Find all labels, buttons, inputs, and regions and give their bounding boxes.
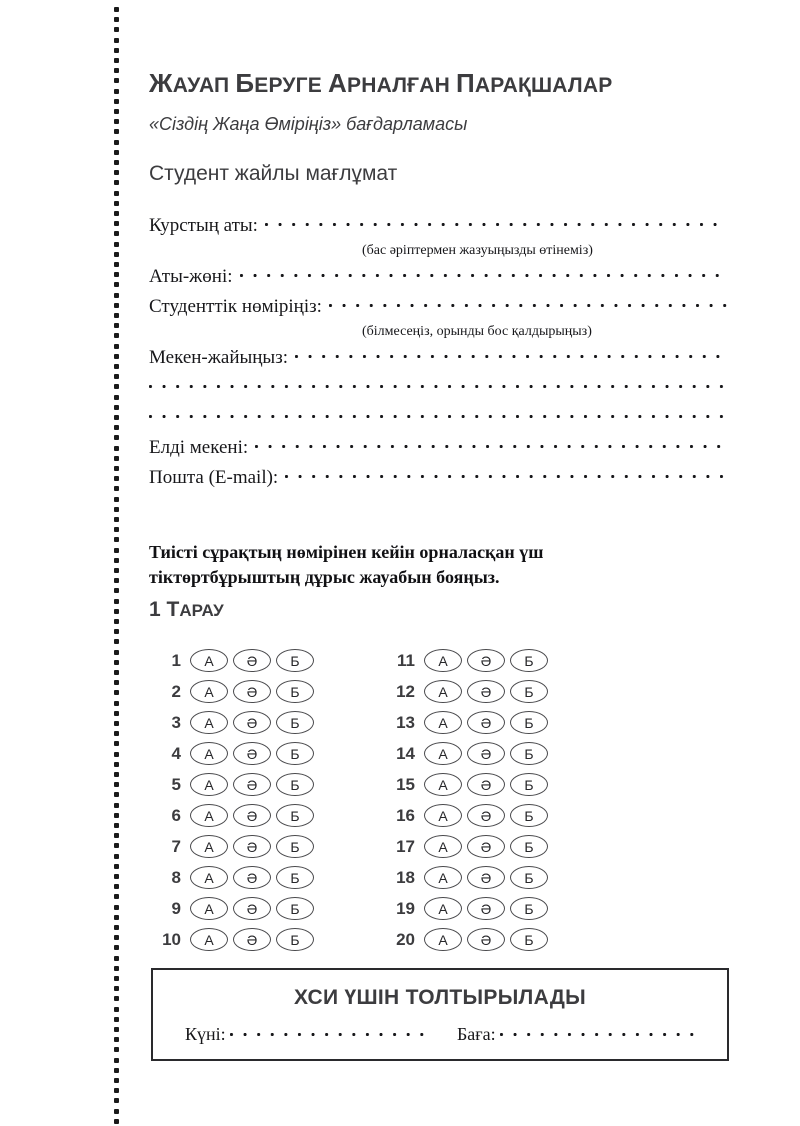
answer-bubble-15-А[interactable]: А	[424, 773, 462, 796]
cut-line-dot	[114, 374, 119, 379]
answer-row	[383, 862, 608, 893]
cut-line-dot	[114, 252, 119, 257]
cut-line-dot	[114, 782, 119, 787]
cut-line-dot	[114, 221, 119, 226]
form-field-dotted-line[interactable]	[265, 212, 727, 231]
answer-row	[149, 831, 374, 862]
answer-bubble-4-Б[interactable]: Б	[276, 742, 314, 765]
page-title-segment: А	[328, 68, 347, 98]
question-number: 5	[171, 774, 181, 794]
page-title-segment: АРАҚШАЛАР	[474, 74, 613, 97]
answer-bubble-10-Ә[interactable]: Ә	[233, 928, 271, 951]
cut-line-dot	[114, 109, 119, 114]
answer-bubble-1-Ә[interactable]: Ә	[233, 649, 271, 672]
office-use-fields	[153, 1022, 727, 1045]
cut-line-dot	[114, 1027, 119, 1032]
question-number: 13	[396, 712, 415, 732]
answer-bubble-10-А[interactable]: А	[190, 928, 228, 951]
cut-line-dot	[114, 925, 119, 930]
cut-line-dot	[114, 884, 119, 889]
cut-line-dot	[114, 242, 119, 247]
cut-line-dot	[114, 364, 119, 369]
cut-line-dot	[114, 272, 119, 277]
answer-row	[383, 645, 608, 676]
answer-bubble-16-Б[interactable]: Б	[510, 804, 548, 827]
answer-bubble-18-Ә[interactable]: Ә	[467, 866, 505, 889]
form-field-hint: (бас әріптермен жазуыңызды өтінеміз)	[362, 243, 593, 258]
cut-line-dot	[114, 864, 119, 869]
cut-line-dot	[114, 1068, 119, 1073]
question-number: 9	[171, 898, 181, 918]
answer-bubble-7-Ә[interactable]: Ә	[233, 835, 271, 858]
question-number: 20	[396, 929, 415, 949]
cut-line-dot	[114, 99, 119, 104]
office-date-label: Күні:	[185, 1024, 226, 1044]
answer-bubble-19-Ә[interactable]: Ә	[467, 897, 505, 920]
answer-bubble-4-А[interactable]: А	[190, 742, 228, 765]
cut-line-dot	[114, 354, 119, 359]
answer-row	[383, 676, 608, 707]
question-number: 4	[171, 743, 181, 763]
answer-bubble-20-А[interactable]: А	[424, 928, 462, 951]
cut-line-dot	[114, 945, 119, 950]
cut-line-dot	[114, 803, 119, 808]
cut-line-dot	[114, 48, 119, 53]
form-field-row	[149, 263, 727, 293]
cut-line-dot	[114, 150, 119, 155]
page-title-segment: АУАП	[172, 74, 236, 97]
cut-line-dotted-margin	[114, 0, 120, 1126]
answer-bubble-5-Б[interactable]: Б	[276, 773, 314, 796]
answer-bubble-11-Ә[interactable]: Ә	[467, 649, 505, 672]
chapter-word: АРАУ	[179, 601, 224, 620]
form-field-label: Мекен-жайыңыз:	[149, 347, 288, 368]
cut-line-dot	[114, 558, 119, 563]
answer-row	[149, 707, 374, 738]
cut-line-dot	[114, 1007, 119, 1012]
question-number: 18	[396, 867, 415, 887]
form-field-label: Елді мекені:	[149, 437, 249, 458]
cut-line-dot	[114, 333, 119, 338]
cut-line-dot	[114, 629, 119, 634]
cut-line-dot	[114, 599, 119, 604]
chapter-number: 1 Т	[149, 598, 180, 621]
answer-bubble-8-А[interactable]: А	[190, 866, 228, 889]
answer-row	[383, 831, 608, 862]
form-field-row	[149, 212, 727, 242]
form-field-dotted-line[interactable]	[285, 464, 727, 483]
student-info-form	[149, 212, 727, 494]
cut-line-dot	[114, 191, 119, 196]
answer-bubble-18-А[interactable]: А	[424, 866, 462, 889]
answer-bubble-14-Б[interactable]: Б	[510, 742, 548, 765]
answer-row	[383, 800, 608, 831]
cut-line-dot	[114, 956, 119, 961]
answer-bubble-7-А[interactable]: А	[190, 835, 228, 858]
cut-line-dot	[114, 1109, 119, 1114]
answer-bubble-9-Ә[interactable]: Ә	[233, 897, 271, 920]
answer-bubble-6-Б[interactable]: Б	[276, 804, 314, 827]
answer-bubble-9-Б[interactable]: Б	[276, 897, 314, 920]
answer-bubble-5-Ә[interactable]: Ә	[233, 773, 271, 796]
cut-line-dot	[114, 344, 119, 349]
page-title-segment: Б	[235, 68, 255, 98]
cut-line-dot	[114, 231, 119, 236]
question-number: 2	[171, 681, 181, 701]
cut-line-dot	[114, 1098, 119, 1103]
answer-bubble-17-Б[interactable]: Б	[510, 835, 548, 858]
answer-bubble-19-Б[interactable]: Б	[510, 897, 548, 920]
question-number: 19	[396, 898, 415, 918]
cut-line-dot	[114, 915, 119, 920]
form-field-hint: (білмесеңіз, орынды бос қалдырыңыз)	[362, 324, 592, 339]
office-grade-dotted-line[interactable]	[496, 1022, 701, 1040]
form-field-row	[149, 464, 727, 494]
answer-row	[383, 769, 608, 800]
cut-line-dot	[114, 27, 119, 32]
answer-bubble-3-Б[interactable]: Б	[276, 711, 314, 734]
answer-bubble-15-Б[interactable]: Б	[510, 773, 548, 796]
question-number: 12	[396, 681, 415, 701]
cut-line-dot	[114, 609, 119, 614]
answer-row	[383, 924, 608, 955]
cut-line-dot	[114, 58, 119, 63]
answer-bubble-9-А[interactable]: А	[190, 897, 228, 920]
cut-line-dot	[114, 986, 119, 991]
cut-line-dot	[114, 670, 119, 675]
answer-row	[149, 738, 374, 769]
cut-line-dot	[114, 1058, 119, 1063]
cut-line-dot	[114, 966, 119, 971]
answer-bubble-16-А[interactable]: А	[424, 804, 462, 827]
cut-line-dot	[114, 456, 119, 461]
cut-line-dot	[114, 211, 119, 216]
form-field-row	[149, 404, 727, 434]
form-field-dotted-line[interactable]	[149, 374, 727, 393]
cut-line-dot	[114, 415, 119, 420]
answer-row	[383, 893, 608, 924]
answer-row	[149, 769, 374, 800]
answer-row	[149, 676, 374, 707]
answer-bubble-2-Б[interactable]: Б	[276, 680, 314, 703]
instruction-text: Тиісті сұрақтың нөмірінен кейін орналасқан үш тіктөртбұрыштың дұрыс жауабын бояңыз.	[149, 542, 544, 587]
cut-line-dot	[114, 527, 119, 532]
cut-line-dot	[114, 517, 119, 522]
question-number: 10	[162, 929, 181, 949]
answer-bubble-5-А[interactable]: А	[190, 773, 228, 796]
question-number: 14	[396, 743, 415, 763]
cut-line-dot	[114, 1078, 119, 1083]
cut-line-dot	[114, 466, 119, 471]
question-number: 15	[396, 774, 415, 794]
form-field-row	[149, 374, 727, 404]
page-content	[149, 0, 749, 1126]
office-use-box	[151, 968, 729, 1061]
cut-line-dot	[114, 619, 119, 624]
form-field-dotted-line[interactable]	[240, 263, 727, 282]
cut-line-dot	[114, 731, 119, 736]
cut-line-dot	[114, 140, 119, 145]
cut-line-dot	[114, 813, 119, 818]
answer-bubble-grid	[149, 645, 659, 955]
cut-line-dot	[114, 435, 119, 440]
cut-line-dot	[114, 497, 119, 502]
answer-bubble-8-Б[interactable]: Б	[276, 866, 314, 889]
answer-bubble-1-А[interactable]: А	[190, 649, 228, 672]
cut-line-dot	[114, 486, 119, 491]
answer-bubble-2-Ә[interactable]: Ә	[233, 680, 271, 703]
form-field-label: Курстың аты:	[149, 215, 258, 236]
answer-bubble-20-Б[interactable]: Б	[510, 928, 548, 951]
answer-bubble-10-Б[interactable]: Б	[276, 928, 314, 951]
page-title-segment: ЕРУГЕ	[254, 74, 329, 97]
answer-bubble-16-Ә[interactable]: Ә	[467, 804, 505, 827]
form-field-dotted-line[interactable]	[255, 434, 727, 453]
answer-bubble-13-Ә[interactable]: Ә	[467, 711, 505, 734]
answer-bubble-13-А[interactable]: А	[424, 711, 462, 734]
cut-line-dot	[114, 160, 119, 165]
office-date-dotted-line[interactable]	[226, 1022, 431, 1040]
page-title-segment: РНАЛҒАН	[347, 74, 456, 97]
chapter-heading	[149, 598, 224, 622]
cut-line-dot	[114, 721, 119, 726]
answer-bubble-11-Б[interactable]: Б	[510, 649, 548, 672]
cut-line-dot	[114, 313, 119, 318]
answer-row	[383, 738, 608, 769]
cut-line-dot	[114, 660, 119, 665]
cut-line-dot	[114, 833, 119, 838]
cut-line-dot	[114, 129, 119, 134]
cut-line-dot	[114, 476, 119, 481]
cut-line-dot	[114, 170, 119, 175]
page-title-segment: П	[456, 68, 475, 98]
cut-line-dot	[114, 568, 119, 573]
cut-line-dot	[114, 89, 119, 94]
cut-line-dot	[114, 293, 119, 298]
cut-line-dot	[114, 17, 119, 22]
form-field-row	[149, 434, 727, 464]
cut-line-dot	[114, 119, 119, 124]
answer-bubble-1-Б[interactable]: Б	[276, 649, 314, 672]
form-field-row	[149, 293, 727, 323]
question-number: 17	[396, 836, 415, 856]
cut-line-dot	[114, 425, 119, 430]
answer-bubble-12-Ә[interactable]: Ә	[467, 680, 505, 703]
answer-row	[383, 707, 608, 738]
cut-line-dot	[114, 843, 119, 848]
question-number: 11	[397, 650, 415, 670]
page-subtitle: «Сіздің Жаңа Өміріңіз» бағдарламасы	[149, 114, 468, 134]
cut-line-dot	[114, 282, 119, 287]
form-field-dotted-line[interactable]	[329, 293, 727, 312]
answer-bubble-12-Б[interactable]: Б	[510, 680, 548, 703]
cut-line-dot	[114, 38, 119, 43]
cut-line-dot	[114, 996, 119, 1001]
cut-line-dot	[114, 792, 119, 797]
cut-line-dot	[114, 741, 119, 746]
cut-line-dot	[114, 650, 119, 655]
answer-row	[149, 800, 374, 831]
page-title-segment: Ж	[149, 68, 173, 98]
answer-bubble-12-А[interactable]: А	[424, 680, 462, 703]
answer-bubble-14-А[interactable]: А	[424, 742, 462, 765]
question-number: 6	[171, 805, 181, 825]
answer-bubble-6-А[interactable]: А	[190, 804, 228, 827]
cut-line-dot	[114, 935, 119, 940]
cut-line-dot	[114, 405, 119, 410]
answer-row	[149, 924, 374, 955]
cut-line-dot	[114, 1047, 119, 1052]
cut-line-dot	[114, 7, 119, 12]
cut-line-dot	[114, 323, 119, 328]
cut-line-dot	[114, 446, 119, 451]
cut-line-dot	[114, 1017, 119, 1022]
answer-bubble-3-Ә[interactable]: Ә	[233, 711, 271, 734]
cut-line-dot	[114, 894, 119, 899]
cut-line-dot	[114, 507, 119, 512]
form-field-dotted-line[interactable]	[295, 344, 727, 363]
question-number: 8	[171, 867, 181, 887]
form-field-label: Пошта (E-mail):	[149, 467, 279, 488]
question-number: 1	[171, 650, 181, 670]
answer-bubble-17-Ә[interactable]: Ә	[467, 835, 505, 858]
cut-line-dot	[114, 384, 119, 389]
cut-line-dot	[114, 752, 119, 757]
form-field-dotted-line[interactable]	[149, 404, 727, 423]
answer-bubble-14-Ә[interactable]: Ә	[467, 742, 505, 765]
answer-bubble-4-Ә[interactable]: Ә	[233, 742, 271, 765]
cut-line-dot	[114, 588, 119, 593]
cut-line-dot	[114, 854, 119, 859]
answer-row	[149, 893, 374, 924]
form-field-label: Студенттік нөміріңіз:	[149, 296, 322, 317]
cut-line-dot	[114, 874, 119, 879]
office-grade-label: Баға:	[456, 1024, 496, 1044]
form-field-label: Аты-жөні:	[149, 266, 233, 287]
cut-line-dot	[114, 201, 119, 206]
answer-row	[149, 645, 374, 676]
question-number: 7	[171, 836, 181, 856]
answer-bubble-8-Ә[interactable]: Ә	[233, 866, 271, 889]
answer-bubble-15-Ә[interactable]: Ә	[467, 773, 505, 796]
cut-line-dot	[114, 772, 119, 777]
answer-bubble-7-Б[interactable]: Б	[276, 835, 314, 858]
page-title	[149, 68, 612, 99]
question-number: 3	[171, 712, 181, 732]
cut-line-dot	[114, 1088, 119, 1093]
question-number: 16	[396, 805, 415, 825]
cut-line-dot	[114, 823, 119, 828]
cut-line-dot	[114, 1037, 119, 1042]
cut-line-dot	[114, 639, 119, 644]
answer-bubble-13-Б[interactable]: Б	[510, 711, 548, 734]
cut-line-dot	[114, 701, 119, 706]
answer-column-left	[149, 645, 374, 955]
answer-bubble-17-А[interactable]: А	[424, 835, 462, 858]
cut-line-dot	[114, 78, 119, 83]
cut-line-dot	[114, 537, 119, 542]
cut-line-dot	[114, 976, 119, 981]
cut-line-dot	[114, 548, 119, 553]
cut-line-dot	[114, 762, 119, 767]
office-use-title: ХСИ ҮШІН ТОЛТЫРЫЛАДЫ	[294, 986, 586, 1009]
answer-row	[149, 862, 374, 893]
cut-line-dot	[114, 578, 119, 583]
answer-bubble-19-А[interactable]: А	[424, 897, 462, 920]
answer-column-right	[383, 645, 608, 955]
cut-line-dot	[114, 303, 119, 308]
form-field-row	[149, 344, 727, 374]
section-title-student-info: Студент жайлы мағлұмат	[149, 162, 398, 185]
answer-bubble-20-Ә[interactable]: Ә	[467, 928, 505, 951]
answer-bubble-2-А[interactable]: А	[190, 680, 228, 703]
answer-bubble-18-Б[interactable]: Б	[510, 866, 548, 889]
cut-line-dot	[114, 262, 119, 267]
cut-line-dot	[114, 905, 119, 910]
cut-line-dot	[114, 690, 119, 695]
cut-line-dot	[114, 180, 119, 185]
cut-line-dot	[114, 680, 119, 685]
cut-line-dot	[114, 68, 119, 73]
cut-line-dot	[114, 395, 119, 400]
cut-line-dot	[114, 1119, 119, 1124]
answer-bubble-6-Ә[interactable]: Ә	[233, 804, 271, 827]
cut-line-dot	[114, 711, 119, 716]
answer-bubble-3-А[interactable]: А	[190, 711, 228, 734]
answer-bubble-11-А[interactable]: А	[424, 649, 462, 672]
